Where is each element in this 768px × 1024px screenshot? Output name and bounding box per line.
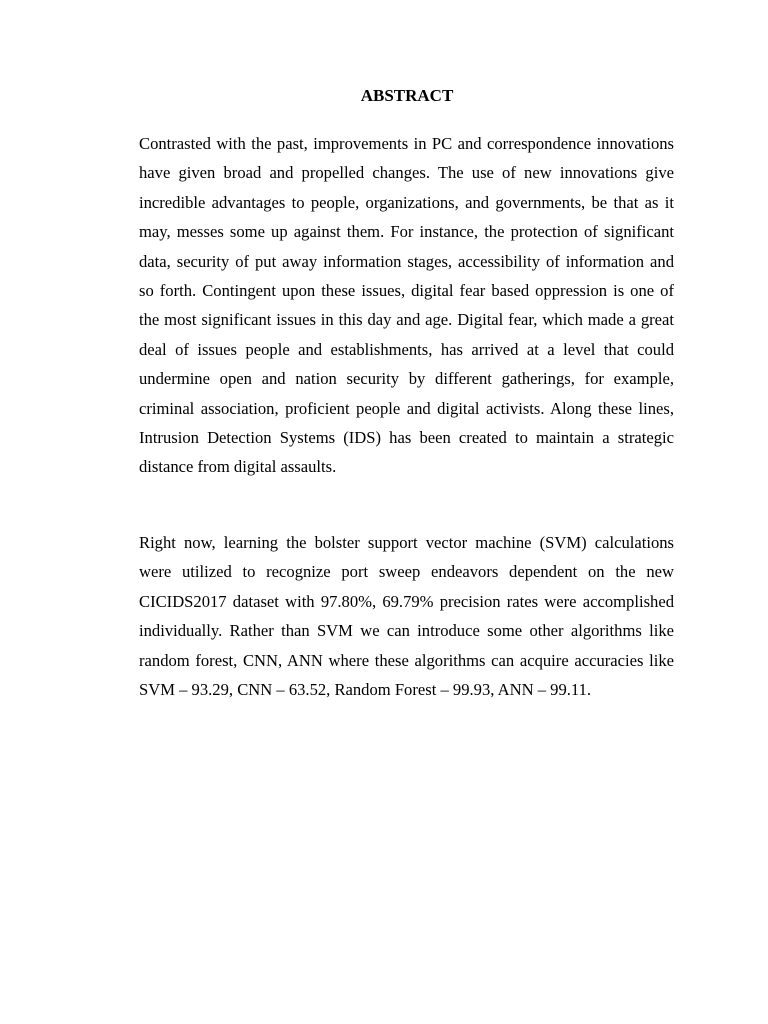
abstract-paragraph-1: Contrasted with the past, improvements in PC and correspondence innovations have given broad and propelled changes. The use of new innovations give incredible advantages to people, organizations, and governments, be that as it may, messes some up against them. For instance, the protection of significant data, security of put away information stages, accessibility of information and so forth. Contingent upon these issues, digital fear based oppression is one of the most significant issues in this day and age. Digital fear, which made a great deal of issues people and establishments, has arrived at a level that could undermine open and nation security by different gatherings, for example, criminal association, proficient people and digital activists. Along these lines, Intrusion Detection Systems (IDS) has been created to maintain a strategic distance from digital assaults. (139, 134, 674, 477)
abstract-heading: ABSTRACT (360, 86, 454, 105)
abstract-paragraph-2: Right now, learning the bolster support vector machine (SVM) calculations were utilized to recognize port sweep endeavors dependent on the new CICIDS2017 dataset with 97.80%, 69.79% precision rates were accomplished individually. Rather than SVM we can introduce some other algorithms like random forest, CNN, ANN where these algorithms can acquire accuracies like SVM – 93.29, CNN – 63.52, Random Forest – 99.93, ANN – 99.11. (139, 533, 674, 700)
